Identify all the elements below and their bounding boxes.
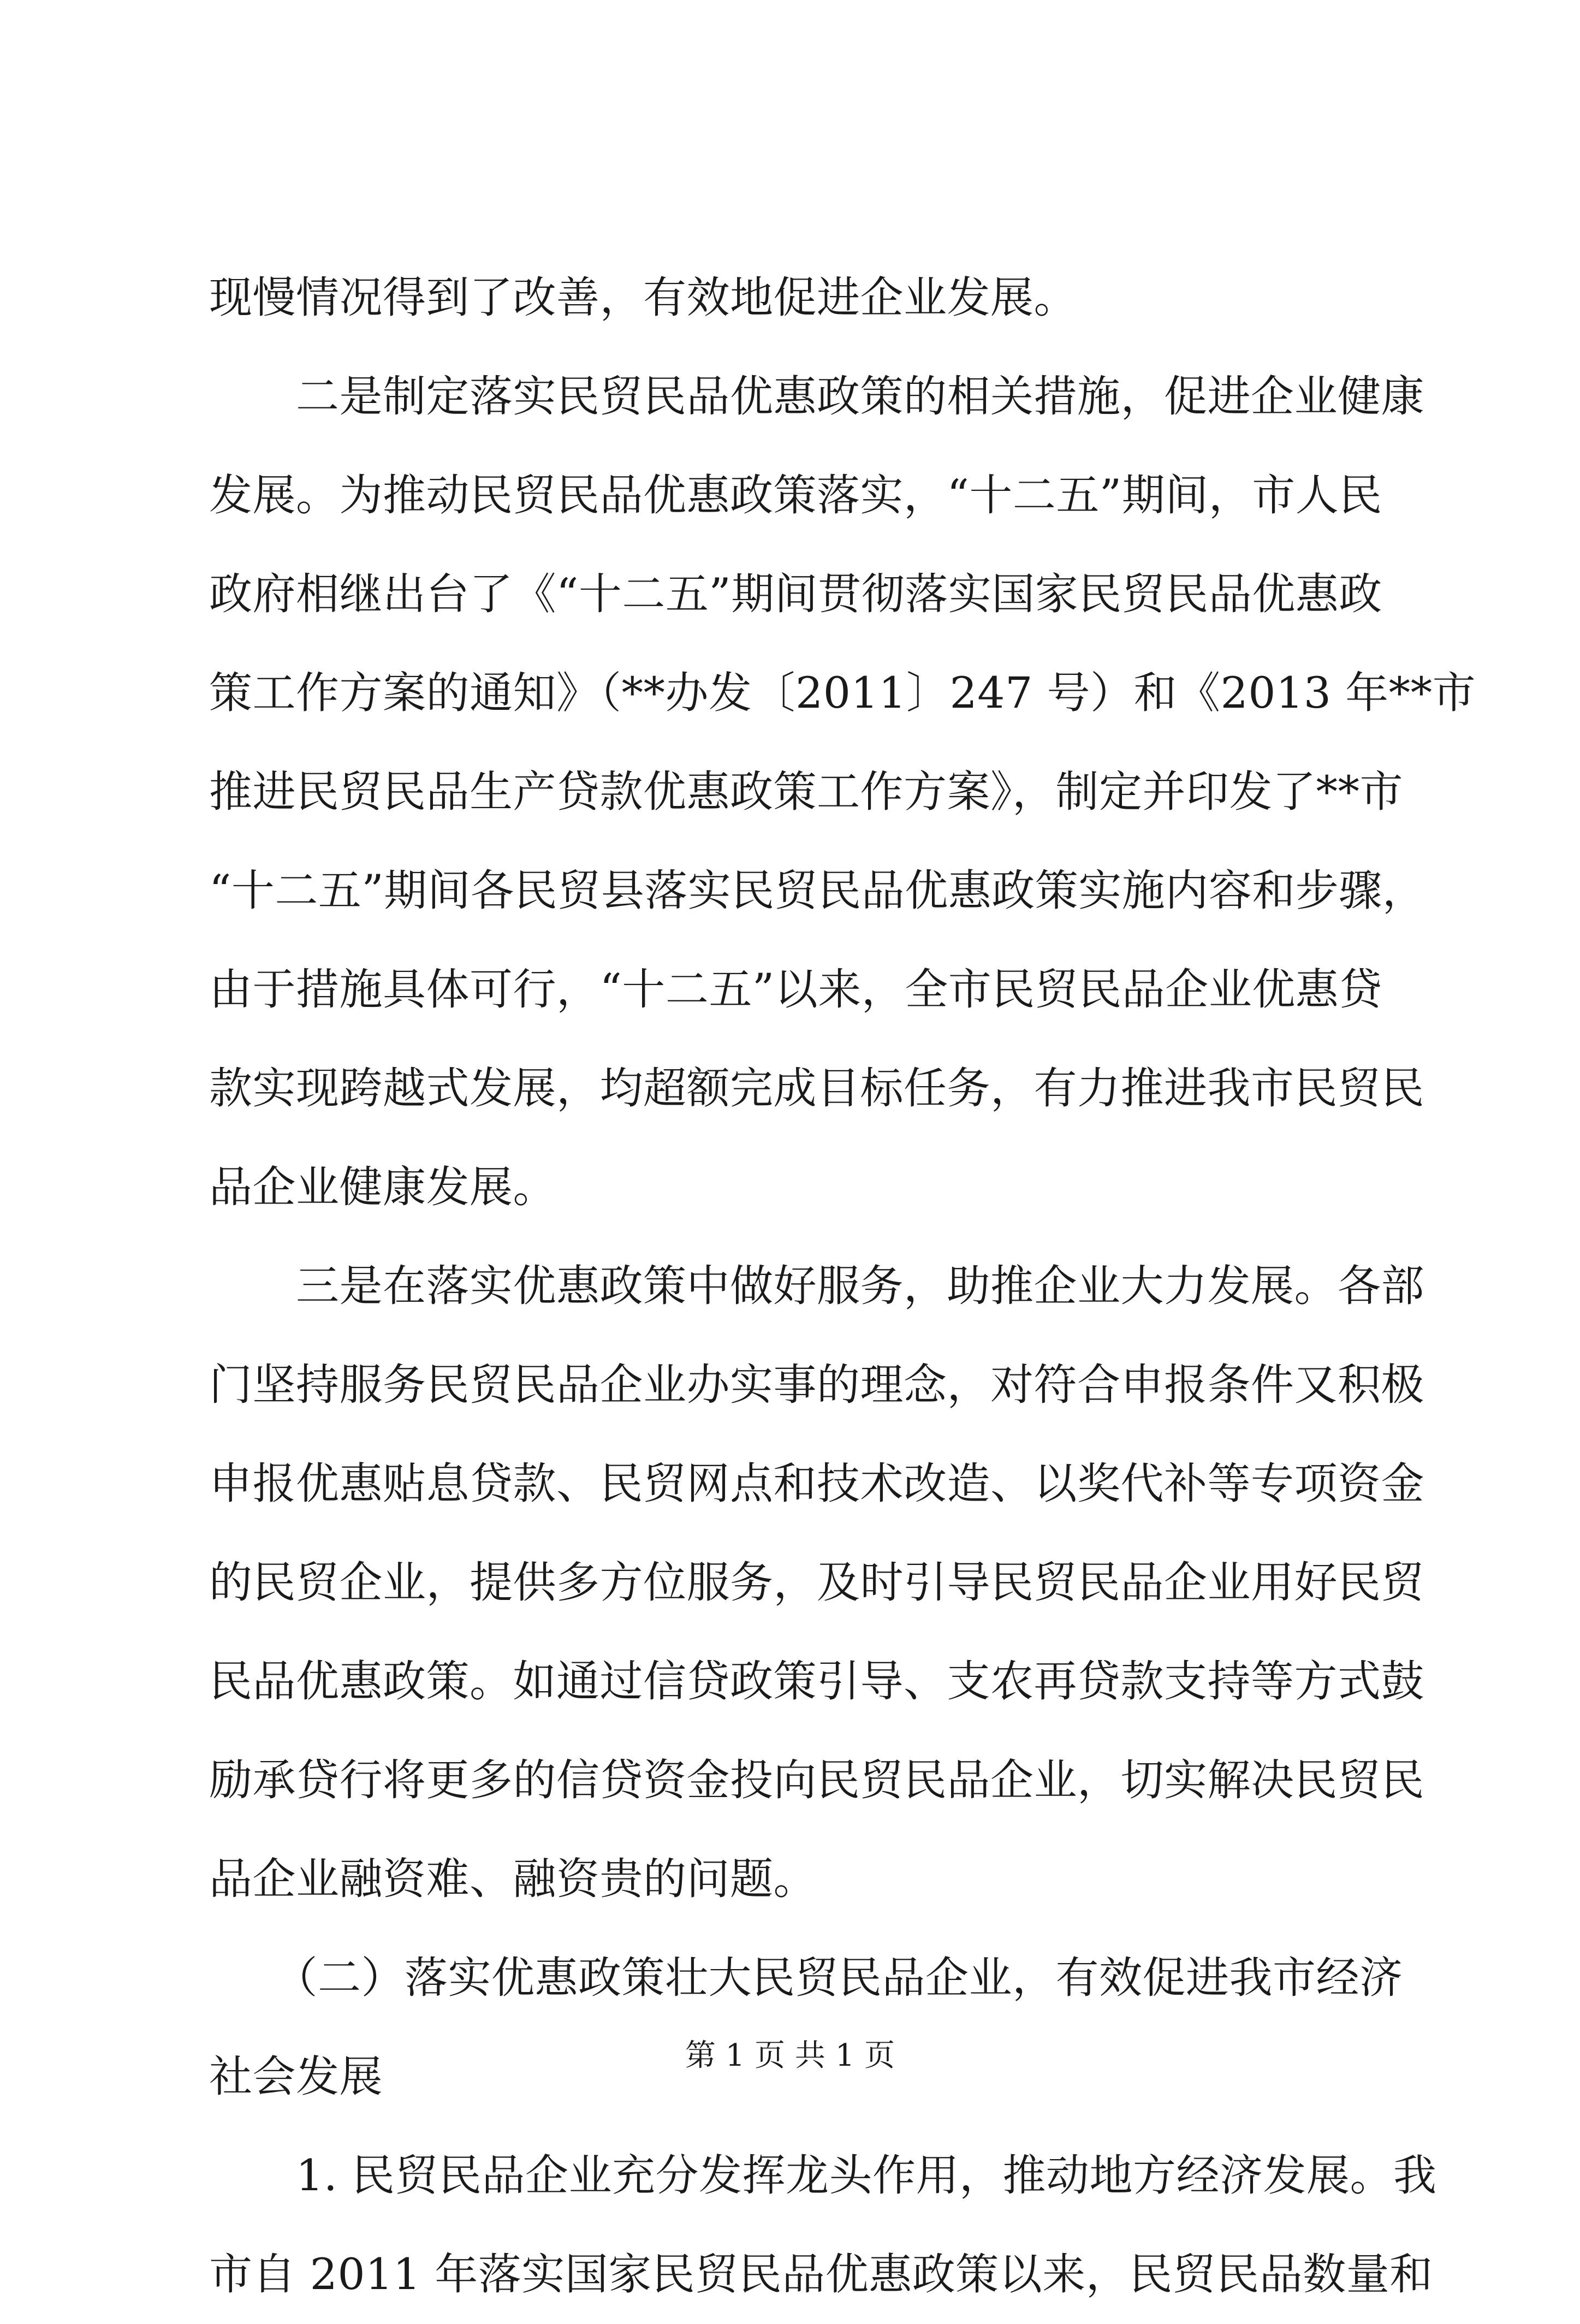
text-line-15: 民品优惠政策。如通过信贷政策引导、支农再贷款支持等方式鼓	[209, 1656, 1424, 1706]
text-line-20: 1. 民贸民品企业充分发挥龙头作用，推动地方经济发展。我	[209, 2150, 1437, 2201]
text-line-8: 由于措施具体可行，“十二五”以来，全市民贸民品企业优惠贷	[209, 964, 1382, 1015]
text-line-10: 品企业健康发展。	[209, 1162, 556, 1212]
page-footer: 第 1 页 共 1 页	[685, 2038, 895, 2073]
section-heading-line-2: 社会发展	[209, 2052, 383, 2102]
section-heading-line-1: （二）落实优惠政策壮大民贸民品企业，有效促进我市经济	[209, 1953, 1403, 2003]
text-line-13: 申报优惠贴息贷款、民贸网点和技术改造、以奖代补等专项资金	[209, 1459, 1424, 1509]
text-line-7: “十二五”期间各民贸县落实民贸民品优惠政策实施内容和步骤，	[209, 865, 1426, 916]
text-line-12: 门坚持服务民贸民品企业办实事的理念，对符合申报条件又积极	[209, 1360, 1424, 1410]
text-line-21: 市自 2011 年落实国家民贸民品优惠政策以来，民贸民品数量和	[209, 2249, 1433, 2299]
text-line-3: 发展。为推动民贸民品优惠政策落实，“十二五”期间，市人民	[209, 470, 1382, 520]
text-line-1: 现慢情况得到了改善，有效地促进企业发展。	[209, 272, 1077, 323]
text-line-5: 策工作方案的通知》（**办发〔2011〕247 号）和《2013 年**市	[209, 668, 1476, 718]
text-line-17: 品企业融资难、融资贵的问题。	[209, 1854, 817, 1904]
text-line-9: 款实现跨越式发展，均超额完成目标任务，有力推进我市民贸民	[209, 1063, 1424, 1113]
text-line-16: 励承贷行将更多的信贷资金投向民贸民品企业，切实解决民贸民	[209, 1755, 1424, 1805]
document-body	[209, 248, 1476, 2324]
text-line-2: 二是制定落实民贸民品优惠政策的相关措施，促进企业健康	[209, 371, 1424, 422]
text-line-11: 三是在落实优惠政策中做好服务，助推企业大力发展。各部	[209, 1261, 1424, 1311]
text-line-4: 政府相继出台了《“十二五”期间贯彻落实国家民贸民品优惠政	[209, 569, 1382, 619]
text-line-14: 的民贸企业，提供多方位服务，及时引导民贸民品企业用好民贸	[209, 1557, 1424, 1608]
text-line-6: 推进民贸民品生产贷款优惠政策工作方案》，制定并印发了**市	[209, 767, 1403, 817]
